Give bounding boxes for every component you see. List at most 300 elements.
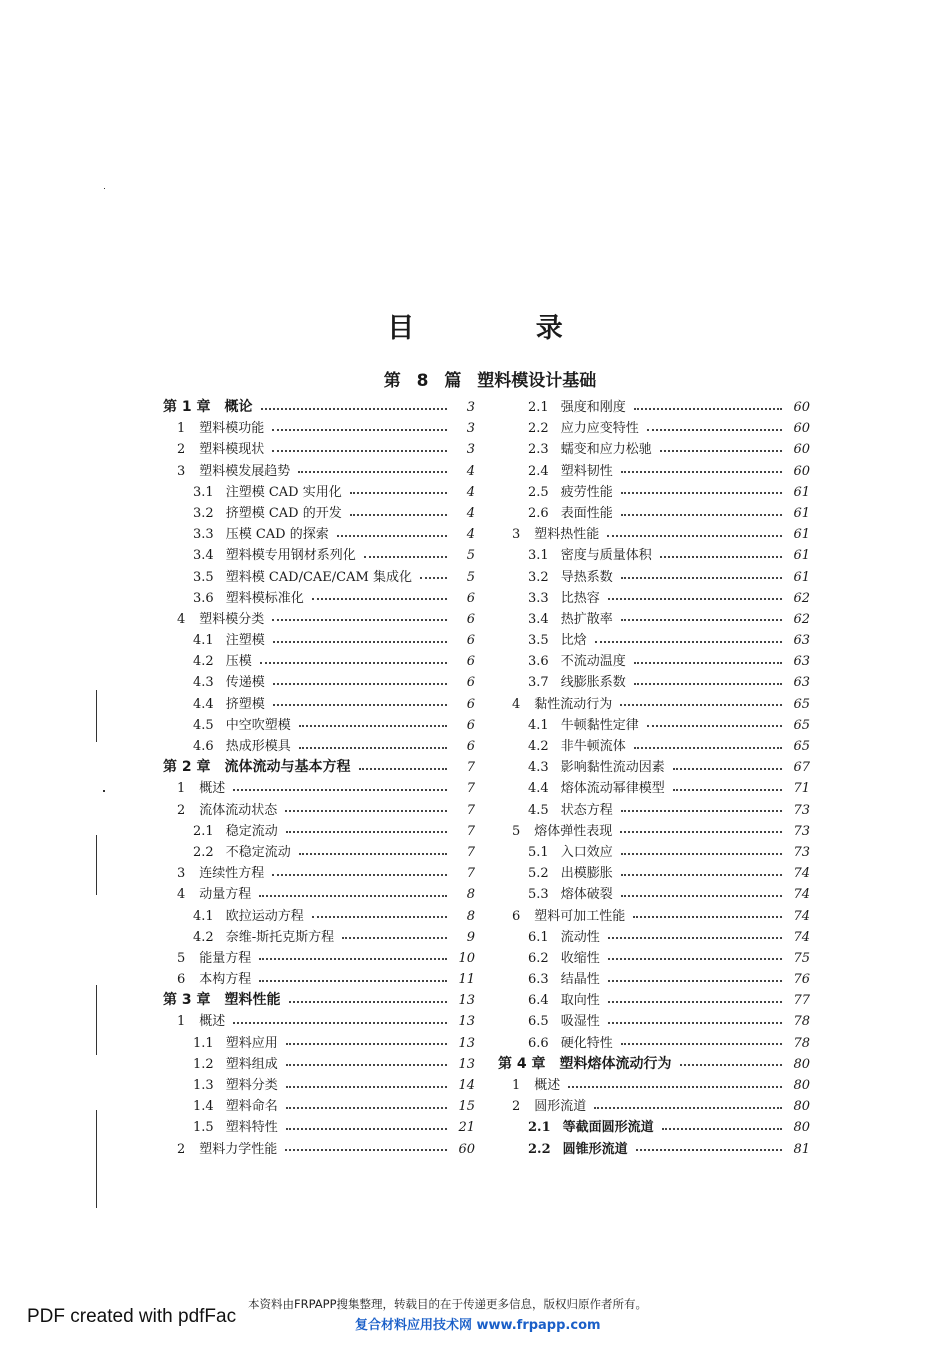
- toc-entry[interactable]: [163, 460, 475, 481]
- toc-leader-dots: [233, 1022, 447, 1024]
- toc-entry-number: 4.1: [193, 633, 214, 649]
- toc-entry-page: 73: [793, 802, 810, 818]
- toc-entry[interactable]: [163, 756, 475, 777]
- toc-entry-label: 欧拉运动方程: [225, 908, 304, 924]
- toc-entry[interactable]: [163, 968, 475, 989]
- toc-leader-dots: [680, 1064, 783, 1066]
- toc-leader-dots: [298, 471, 447, 473]
- scan-speck: [104, 188, 105, 189]
- toc-leader-dots: [272, 429, 447, 431]
- toc-entry-number: 2.2: [528, 1141, 551, 1157]
- toc-entry-page: 60: [793, 442, 810, 458]
- toc-entry-number: 4.4: [193, 696, 214, 712]
- toc-entry[interactable]: [163, 841, 475, 862]
- toc-entry-page: 62: [793, 611, 810, 627]
- toc-entry-number: 1.2: [193, 1056, 214, 1072]
- toc-entry[interactable]: [163, 1032, 475, 1053]
- toc-entry-label: 非牛顿流体: [560, 739, 626, 754]
- toc-entry-label: 影响黏性流动因素: [560, 760, 665, 776]
- toc-entry-number: 3.3: [193, 527, 214, 543]
- toc-entry[interactable]: [498, 1116, 810, 1137]
- toc-entry-number: 1.5: [193, 1120, 214, 1136]
- toc-entry-number: 4.6: [193, 739, 214, 754]
- toc-entry-page: 13: [458, 993, 475, 1009]
- toc-entry[interactable]: [163, 693, 475, 714]
- toc-entry-label: 黏性流动行为: [534, 696, 613, 712]
- toc-entry-number: 1.3: [193, 1078, 214, 1093]
- toc-leader-dots: [647, 725, 782, 727]
- pdf-watermark: PDF created with pdfFac: [27, 1306, 237, 1327]
- toc-entry[interactable]: [163, 438, 475, 459]
- toc-leader-dots: [260, 662, 447, 664]
- toc-entry[interactable]: [163, 1053, 475, 1074]
- toc-entry[interactable]: [498, 841, 810, 862]
- toc-entry-page: 13: [458, 1014, 475, 1030]
- toc-entry-number: 第 3 章: [163, 992, 211, 1009]
- toc-entry[interactable]: [498, 608, 810, 629]
- toc-entry-label: 熔体弹性表现: [534, 823, 613, 839]
- toc-entry-page: 8: [466, 887, 475, 903]
- toc-entry-number: 2.5: [528, 484, 549, 500]
- toc-entry-number: 2.2: [193, 844, 214, 860]
- toc-entry-label: 结晶性: [560, 972, 600, 988]
- toc-entry-page: 74: [793, 866, 810, 882]
- toc-entry-number: 1: [512, 1078, 521, 1093]
- toc-entry-number: 4.3: [528, 760, 549, 776]
- toc-entry-number: 5: [512, 823, 521, 839]
- toc-entry-label: 传递模: [225, 675, 265, 691]
- toc-entry[interactable]: [498, 799, 810, 820]
- toc-entry[interactable]: [163, 417, 475, 438]
- toc-entry-number: 3.3: [528, 590, 549, 606]
- toc-entry[interactable]: [498, 756, 810, 777]
- toc-entry-label: 牛顿黏性定律: [560, 717, 639, 733]
- toc-leader-dots: [342, 937, 447, 939]
- toc-entry-page: 63: [793, 654, 810, 670]
- toc-entry[interactable]: [498, 502, 810, 523]
- toc-entry-page: 4: [466, 527, 475, 543]
- toc-entry-number: 6.5: [528, 1014, 549, 1030]
- toc-leader-dots: [620, 704, 782, 706]
- toc-entry-page: 60: [793, 463, 810, 479]
- toc-entry-number: 3.1: [528, 548, 549, 564]
- toc-entry-label: 不稳定流动: [225, 844, 291, 860]
- toc-entry-number: 1: [177, 1014, 186, 1030]
- toc-leader-dots: [286, 1043, 447, 1045]
- toc-entry-label: 概述: [534, 1078, 561, 1093]
- toc-entry-page: 6: [466, 696, 475, 712]
- toc-leader-dots: [621, 492, 782, 494]
- toc-entry-page: 7: [466, 823, 475, 839]
- toc-entry[interactable]: [498, 693, 810, 714]
- toc-entry-page: 61: [793, 505, 810, 521]
- toc-entry-label: 熔体破裂: [560, 887, 613, 903]
- toc-entry-number: 5.1: [528, 844, 549, 860]
- toc-entry-number: 4.5: [528, 802, 549, 818]
- toc-entry-label: 硬化特性: [560, 1035, 613, 1051]
- toc-entry-page: 80: [793, 1078, 810, 1093]
- toc-entry[interactable]: [163, 1138, 475, 1159]
- toc-entry-page: 73: [793, 844, 810, 860]
- toc-entry-number: 2.1: [528, 400, 549, 415]
- toc-entry-label: 塑料模 CAD/CAE/CAM 集成化: [225, 569, 412, 585]
- toc-entry[interactable]: [163, 883, 475, 904]
- toc-entry-number: 4.3: [193, 675, 214, 691]
- toc-entry-label: 强度和刚度: [560, 400, 626, 415]
- toc-entry-page: 80: [793, 1056, 810, 1072]
- toc-entry[interactable]: [163, 629, 475, 650]
- toc-entry-label: 动量方程: [199, 887, 252, 903]
- toc-entry[interactable]: [163, 777, 475, 798]
- toc-leader-dots: [620, 831, 782, 833]
- toc-entry-label: 奈维-斯托克斯方程: [225, 929, 335, 945]
- toc-leader-dots: [634, 408, 782, 410]
- toc-entry-label: 塑料模发展趋势: [199, 463, 291, 479]
- toc-entry-number: 3: [177, 866, 186, 882]
- toc-leader-dots: [621, 1043, 782, 1045]
- toc-entry-page: 80: [793, 1099, 810, 1115]
- toc-entry[interactable]: [498, 862, 810, 883]
- toc-entry[interactable]: [498, 905, 810, 926]
- toc-leader-dots: [594, 1107, 782, 1109]
- toc-leader-dots: [286, 1128, 447, 1130]
- toc-entry-label: 蠕变和应力松驰: [560, 442, 652, 458]
- toc-leader-dots: [621, 471, 782, 473]
- toc-entry-number: 2: [177, 802, 186, 818]
- toc-entry-label: 塑料模专用钢材系列化: [225, 548, 356, 564]
- toc-entry-number: 2.6: [528, 505, 549, 521]
- toc-entry-page: 7: [466, 802, 475, 818]
- toc-entry-label: 塑料可加工性能: [534, 908, 626, 924]
- toc-entry-number: 5.3: [528, 887, 549, 903]
- toc-entry-number: 1.1: [193, 1035, 214, 1051]
- toc-entry-label: 挤塑模 CAD 的开发: [225, 505, 342, 521]
- scan-line: [96, 690, 97, 742]
- toc-entry-page: 6: [466, 590, 475, 606]
- toc-entry-page: 7: [466, 781, 475, 797]
- toc-leader-dots: [647, 429, 782, 431]
- toc-entry-page: 60: [458, 1141, 475, 1157]
- toc-entry-label: 收缩性: [560, 950, 600, 966]
- toc-entry-page: 74: [793, 908, 810, 924]
- toc-entry[interactable]: [498, 883, 810, 904]
- toc-entry[interactable]: [163, 1010, 475, 1031]
- toc-entry-page: 13: [458, 1056, 475, 1072]
- toc-entry-label: 疲劳性能: [560, 484, 613, 500]
- toc-entry[interactable]: [498, 968, 810, 989]
- toc-entry-page: 61: [793, 569, 810, 585]
- toc-entry[interactable]: [498, 777, 810, 798]
- toc-entry-label: 流动性: [560, 929, 600, 945]
- toc-entry-number: 6.4: [528, 993, 549, 1009]
- toc-leader-dots: [634, 683, 782, 685]
- toc-entry-label: 挤塑模: [225, 696, 265, 712]
- toc-entry-page: 78: [793, 1014, 810, 1030]
- toc-entry[interactable]: [163, 396, 475, 417]
- toc-entry-number: 3.1: [193, 484, 214, 500]
- toc-leader-dots: [595, 641, 782, 643]
- toc-entry-number: 2.3: [528, 442, 549, 458]
- toc-leader-dots: [273, 704, 447, 706]
- toc-entry[interactable]: [163, 926, 475, 947]
- toc-entry-number: 3: [512, 527, 521, 543]
- toc-entry[interactable]: [498, 1053, 810, 1074]
- toc-leader-dots: [273, 683, 447, 685]
- toc-entry[interactable]: [498, 735, 810, 756]
- toc-entry[interactable]: [163, 608, 475, 629]
- toc-entry-label: 中空吹塑模: [225, 717, 291, 733]
- toc-leader-dots: [568, 1086, 782, 1088]
- toc-entry-page: 65: [793, 717, 810, 733]
- toc-leader-dots: [286, 1107, 447, 1109]
- toc-entry[interactable]: [498, 989, 810, 1010]
- toc-entry[interactable]: [498, 523, 810, 544]
- toc-entry[interactable]: [163, 544, 475, 565]
- toc-entry-label: 密度与质量体积: [560, 548, 652, 564]
- toc-entry[interactable]: [163, 1095, 475, 1116]
- toc-leader-dots: [286, 1086, 447, 1088]
- toc-entry-number: 3.4: [193, 548, 214, 564]
- toc-entry-page: 60: [793, 421, 810, 437]
- toc-entry-page: 65: [793, 696, 810, 712]
- toc-entry-page: 61: [793, 484, 810, 500]
- toc-entry-label: 注塑模 CAD 实用化: [225, 484, 342, 500]
- toc-entry[interactable]: [163, 905, 475, 926]
- toc-entry-page: 13: [458, 1035, 475, 1051]
- toc-entry-page: 9: [466, 929, 475, 945]
- toc-leader-dots: [259, 980, 447, 982]
- toc-leader-dots: [289, 1001, 448, 1003]
- toc-leader-dots: [259, 895, 447, 897]
- toc-entry-number: 1.4: [193, 1099, 214, 1115]
- toc-leader-dots: [233, 789, 447, 791]
- toc-entry-label: 本构方程: [199, 972, 252, 988]
- toc-leader-dots: [350, 492, 447, 494]
- toc-entry-number: 4.1: [528, 717, 549, 733]
- toc-entry[interactable]: [163, 502, 475, 523]
- toc-entry[interactable]: [163, 799, 475, 820]
- toc-entry[interactable]: [498, 587, 810, 608]
- toc-left-column: [163, 396, 475, 1159]
- toc-entry[interactable]: [498, 417, 810, 438]
- toc-entry-label: 塑料命名: [225, 1099, 278, 1115]
- toc-entry-number: 3.4: [528, 611, 549, 627]
- toc-leader-dots: [286, 831, 447, 833]
- toc-entry-number: 5.2: [528, 866, 549, 882]
- toc-entry-label: 热扩散率: [560, 611, 613, 627]
- toc-entry[interactable]: [163, 650, 475, 671]
- toc-entry[interactable]: [163, 671, 475, 692]
- toc-entry-number: 6.2: [528, 950, 549, 966]
- toc-entry[interactable]: [498, 460, 810, 481]
- toc-entry-page: 6: [466, 717, 475, 733]
- toc-entry-label: 流体流动状态: [199, 802, 278, 818]
- toc-entry-page: 6: [466, 611, 475, 627]
- toc-entry-label: 入口效应: [560, 844, 613, 860]
- toc-entry[interactable]: [498, 396, 810, 417]
- toc-entry-label: 圆形流道: [534, 1099, 587, 1115]
- toc-entry-label: 塑料性能: [224, 992, 281, 1009]
- toc-entry-label: 概述: [199, 1014, 226, 1030]
- toc-entry[interactable]: [498, 714, 810, 735]
- toc-entry-number: 4.1: [193, 908, 214, 924]
- toc-entry-page: 5: [466, 548, 475, 564]
- toc-entry[interactable]: [498, 1032, 810, 1053]
- scan-line: [96, 985, 97, 1055]
- scan-line: [96, 1110, 97, 1208]
- toc-entry-number: 2.2: [528, 421, 549, 437]
- toc-entry-page: 6: [466, 654, 475, 670]
- toc-entry-page: 6: [466, 633, 475, 649]
- toc-entry[interactable]: [163, 523, 475, 544]
- toc-entry[interactable]: [498, 438, 810, 459]
- toc-entry-number: 第 2 章: [163, 759, 211, 776]
- toc-entry[interactable]: [163, 587, 475, 608]
- toc-leader-dots: [259, 958, 447, 960]
- toc-entry-number: 4.4: [528, 781, 549, 797]
- toc-entry-page: 81: [793, 1141, 810, 1157]
- toc-entry-page: 63: [793, 633, 810, 649]
- toc-entry-number: 4.2: [193, 929, 214, 945]
- toc-entry-page: 74: [793, 929, 810, 945]
- toc-leader-dots: [299, 853, 447, 855]
- toc-entry-page: 4: [466, 484, 475, 500]
- toc-entry[interactable]: [498, 671, 810, 692]
- toc-entry-page: 6: [466, 739, 475, 754]
- toc-entry-number: 4.2: [528, 739, 549, 754]
- toc-leader-dots: [662, 1128, 782, 1130]
- toc-entry[interactable]: [498, 566, 810, 587]
- toc-entry-number: 3.5: [193, 569, 214, 585]
- toc-leader-dots: [660, 556, 782, 558]
- toc-entry[interactable]: [163, 735, 475, 756]
- toc-entry[interactable]: [498, 947, 810, 968]
- toc-entry-page: 7: [466, 760, 475, 776]
- toc-leader-dots: [673, 768, 782, 770]
- toc-entry[interactable]: [498, 1095, 810, 1116]
- toc-entry-number: 2: [512, 1099, 521, 1115]
- toc-entry-label: 塑料应用: [225, 1035, 278, 1051]
- toc-entry-number: 3.5: [528, 633, 549, 649]
- toc-entry-page: 4: [466, 505, 475, 521]
- toc-entry-number: 2: [177, 1141, 186, 1157]
- toc-entry-number: 2.4: [528, 463, 549, 479]
- toc-entry[interactable]: [163, 947, 475, 968]
- toc-leader-dots: [285, 810, 447, 812]
- toc-entry-page: 63: [793, 675, 810, 691]
- scan-speck: [103, 790, 105, 792]
- toc-leader-dots: [350, 514, 447, 516]
- toc-entry-label: 流体流动与基本方程: [224, 759, 351, 776]
- footer-site-link[interactable]: 复合材料应用技术网 www.frpapp.com: [355, 1318, 601, 1333]
- scan-line: [96, 835, 97, 895]
- toc-leader-dots: [621, 874, 782, 876]
- toc-entry-label: 等截面圆形流道: [562, 1120, 654, 1136]
- toc-entry-number: 第 4 章: [498, 1055, 546, 1072]
- toc-leader-dots: [660, 450, 782, 452]
- toc-entry-page: 7: [466, 866, 475, 882]
- toc-leader-dots: [312, 598, 447, 600]
- toc-entry-label: 圆锥形流道: [562, 1141, 628, 1157]
- toc-entry[interactable]: [498, 820, 810, 841]
- toc-entry[interactable]: [498, 1010, 810, 1031]
- toc-leader-dots: [420, 577, 447, 579]
- toc-entry[interactable]: [163, 1116, 475, 1137]
- toc-entry-page: 3: [466, 400, 475, 415]
- toc-entry-number: 6.6: [528, 1035, 549, 1051]
- toc-entry[interactable]: [498, 544, 810, 565]
- toc-entry[interactable]: [498, 481, 810, 502]
- toc-leader-dots: [299, 725, 447, 727]
- toc-leader-dots: [621, 619, 782, 621]
- toc-entry[interactable]: [163, 862, 475, 883]
- toc-entry[interactable]: [163, 989, 475, 1010]
- toc-entry-page: 11: [458, 972, 475, 988]
- toc-entry-number: 4.2: [193, 654, 214, 670]
- footer-notice: 本资料由FRPAPP搜集整理，转载目的在于传递更多信息，版权归原作者所有。: [248, 1297, 648, 1311]
- toc-entry-number: 2: [177, 442, 186, 458]
- page-title: 目 录: [387, 313, 619, 344]
- toc-entry[interactable]: [163, 820, 475, 841]
- toc-entry-page: 4: [466, 463, 475, 479]
- toc-entry[interactable]: [498, 1138, 810, 1159]
- toc-entry-label: 塑料模功能: [199, 421, 265, 437]
- toc-leader-dots: [621, 853, 782, 855]
- toc-entry-number: 4: [177, 887, 186, 903]
- toc-leader-dots: [673, 789, 782, 791]
- toc-entry-number: 1: [177, 421, 186, 437]
- toc-leader-dots: [273, 641, 447, 643]
- toc-leader-dots: [272, 450, 447, 452]
- toc-leader-dots: [261, 408, 448, 410]
- toc-entry-label: 取向性: [560, 993, 600, 1009]
- toc-leader-dots: [621, 577, 782, 579]
- toc-entry-page: 65: [793, 739, 810, 754]
- toc-entry[interactable]: [163, 566, 475, 587]
- toc-entry[interactable]: [498, 650, 810, 671]
- toc-entry[interactable]: [498, 629, 810, 650]
- toc-entry-number: 1: [177, 781, 186, 797]
- toc-entry-label: 稳定流动: [225, 823, 278, 839]
- toc-entry[interactable]: [498, 1074, 810, 1095]
- toc-entry-number: 3.7: [528, 675, 549, 691]
- toc-leader-dots: [634, 747, 782, 749]
- toc-entry[interactable]: [163, 714, 475, 735]
- toc-entry[interactable]: [163, 1074, 475, 1095]
- toc-entry-page: 77: [793, 993, 810, 1009]
- toc-entry-page: 80: [793, 1120, 810, 1136]
- toc-entry-number: 6.3: [528, 972, 549, 988]
- toc-entry[interactable]: [498, 926, 810, 947]
- toc-entry-page: 62: [793, 590, 810, 606]
- toc-entry-page: 21: [458, 1120, 475, 1136]
- toc-leader-dots: [621, 895, 782, 897]
- toc-entry-label: 能量方程: [199, 950, 252, 966]
- toc-leader-dots: [608, 1022, 782, 1024]
- toc-entry-label: 线膨胀系数: [560, 675, 626, 691]
- toc-entry-page: 67: [793, 760, 810, 776]
- toc-entry-page: 10: [458, 950, 475, 966]
- toc-entry-label: 塑料模标准化: [225, 590, 304, 606]
- toc-entry-label: 热成形模具: [225, 739, 291, 754]
- toc-entry-label: 塑料模分类: [199, 611, 265, 627]
- toc-leader-dots: [621, 514, 782, 516]
- toc-leader-dots: [364, 556, 447, 558]
- toc-entry[interactable]: [163, 481, 475, 502]
- toc-leader-dots: [272, 619, 447, 621]
- toc-entry-label: 注塑模: [225, 633, 265, 649]
- toc-entry-page: 7: [466, 844, 475, 860]
